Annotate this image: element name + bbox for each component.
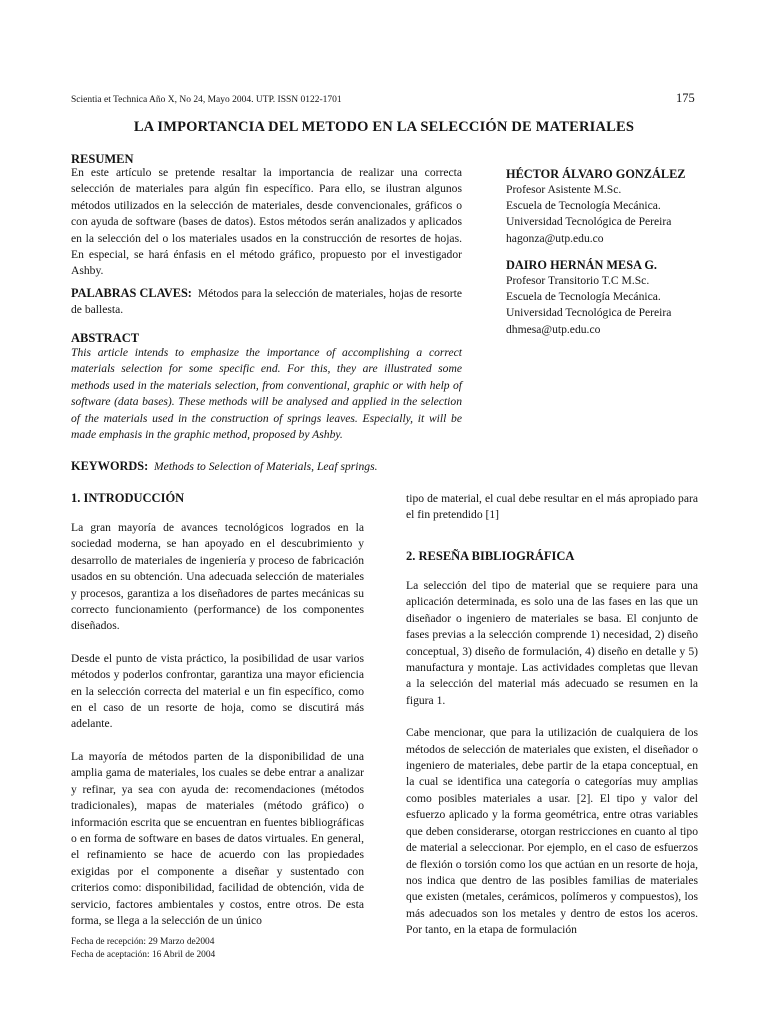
- resumen-heading: RESUMEN: [71, 152, 134, 166]
- author-school: Escuela de Tecnología Mecánica.: [506, 290, 661, 304]
- palabras-label: PALABRAS CLAVES:: [71, 286, 192, 300]
- author-block-2: [506, 258, 716, 338]
- author-university: Universidad Tecnológica de Pereira: [506, 306, 672, 320]
- received-date: Fecha de recepción: 29 Marzo de2004: [71, 937, 215, 947]
- resena-heading: 2. RESEÑA BIBLIOGRÁFICA: [406, 549, 575, 563]
- intro-body: [71, 520, 364, 945]
- resena-body: [406, 578, 698, 955]
- author-school: Escuela de Tecnología Mecánica.: [506, 199, 661, 213]
- intro-paragraph: Desde el punto de vista práctico, la posibilidad de usar varios métodos y poderlos confrontar, garantiza una mayor eficiencia en la selección correcta del material e un fin específico, como en el caso de un resorte de hoja, como se discutirá más adelante.: [71, 651, 364, 731]
- author-email: dhmesa@utp.edu.co: [506, 322, 601, 336]
- journal-header: Scientia et Technica Año X, No 24, Mayo 2004. UTP. ISSN 0122-1701: [71, 95, 342, 105]
- author-position: Profesor Asistente M.Sc.: [506, 183, 622, 196]
- footer-dates: [71, 936, 215, 962]
- page-number: 175: [676, 91, 695, 105]
- author-block-1: [506, 167, 716, 247]
- resena-paragraph: La selección del tipo de material que se requiere para una aplicación determinada, es solo una de las fases en las que un diseñador o ingeniero de materiales se basa. El conjunto de fases previas a la selección comprende 1) necesidad, 2) diseño conceptual, 3) diseño de formulación, 4) diseño en detalle y 5) manufactura y montaje. Las actividades completas que llevan a la selección del material más adecuado se resumen en la figura 1.: [406, 579, 698, 707]
- author-name: HÉCTOR ÁLVARO GONZÁLEZ: [506, 167, 686, 181]
- abstract-text: This article intends to emphasize the importance of accomplishing a correct materials selection for some specific end. For this, they are illustrated some methods used in the materials selection, from conventional, graphic or with help of software (data bases). These methods will be analysed and applied in the selection of the materials used in the construction of springs leaves. Especially, it will be made emphasis in the graphic method, proposed by Ashby.: [71, 346, 462, 442]
- paper-title: LA IMPORTANCIA DEL METODO EN LA SELECCIÓN DE MATERIALES: [133, 119, 635, 135]
- author-university: Universidad Tecnológica de Pereira: [506, 215, 672, 229]
- intro-paragraph: La mayoría de métodos parten de la disponibilidad de una amplia gama de materiales, los cuales se debe entrar a analizar y refinar, ya sea con ayuda de: recomendaciones (métodos tradicionales), mapas de materiales (método gráfico) o información escrita que se encuentran en fuentes bibliográficas o en forma de software en bases de datos virtuales. En general, el refinamiento se hace de acuerdo con las propiedades exigidas por el componente a diseñar y sustentado con criterios como: disponibilidad, facilidad de obtención, vida de servicio, factores ambientales y costos, entre otros. De esta forma, se llega a la selección de un único: [71, 749, 364, 927]
- accepted-date: Fecha de aceptación: 16 Abril de 2004: [71, 950, 216, 960]
- keywords-text: Methods to Selection of Materials, Leaf springs.: [154, 460, 378, 473]
- intro-paragraph: La gran mayoría de avances tecnológicos logrados en la sociedad moderna, se han apoyado en el descubrimiento y desarrollo de materiales de ingeniería y proceso de fabricación usados en su obtención. Una adecuada selección de materiales y procesos, garantiza a los diseñadores de partes mecánicas su correcto funcionamiento (performance) de los componentes diseñados.: [71, 521, 364, 633]
- intro-heading: 1. INTRODUCCIÓN: [71, 491, 185, 505]
- author-position: Profesor Transitorio T.C M.Sc.: [506, 274, 650, 287]
- author-name: DAIRO HERNÁN MESA G.: [506, 258, 657, 272]
- palabras-text: Métodos para la selección de materiales, hojas de resorte de ballesta.: [71, 287, 463, 317]
- resena-paragraph: Cabe mencionar, que para la utilización de cualquiera de los métodos de selección de materiales que existen, el diseñador o ingeniero de materiales, debe partir de la etapa conceptual, en la cual se identifica una categoría o categorías muy amplias como posibles materiales a usar. [2]. El tipo y valor del esfuerzo aplicado y la forma geométrica, entre otras variables que deben considerarse, otorgan restricciones en cuanto al tipo de material a seleccionar. Por ejemplo, en el caso de esfuerzos de flexión o torsión como los que actúan en un resorte de hoja, nos indica que dentro de las posibles familias de materiales que existen (metales, cerámicos, polímeros y compuestos), los más adecuados son los metales y dentro de estos los aceros. Por tanto, en la etapa de formulación: [406, 726, 698, 937]
- keywords: [71, 458, 462, 475]
- author-email: hagonza@utp.edu.co: [506, 231, 604, 245]
- abstract-heading: ABSTRACT: [71, 331, 140, 345]
- resumen-text: En este artículo se pretende resaltar la importancia de realizar una correcta selección de materiales para algún fin específico. Para ello, se ilustran algunos métodos utilizados en la selección de materiales, desde convencionales, gráficos o con ayuda de software (bases de datos). Estos métodos serán analizados y aplicados en la selección del o los materiales usados en la construcción de resortes de hojas. En especial, se hará énfasis en el método gráfico, propuesto por el investigador Ashby.: [71, 166, 462, 278]
- col2-continuation: tipo de material, el cual debe resultar en el más apropiado para el fin pretendido [1]: [406, 492, 698, 522]
- keywords-label: KEYWORDS:: [71, 459, 149, 473]
- palabras-claves: [71, 285, 462, 319]
